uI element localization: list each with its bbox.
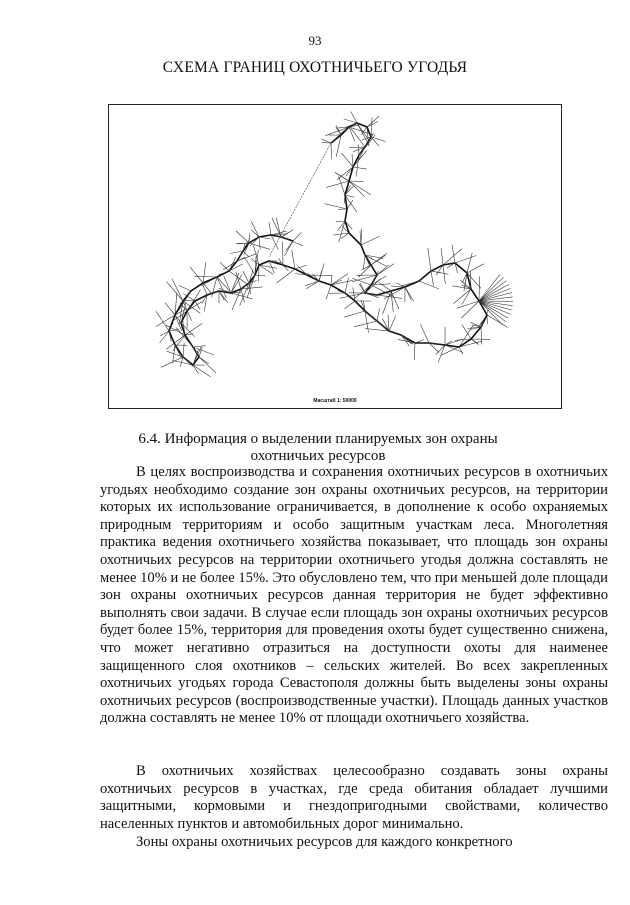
point-label-tick [405,287,414,301]
point-label-tick [344,311,365,317]
point-label-tick [354,285,371,299]
point-label-tick [443,265,445,284]
point-label-tick [419,281,439,289]
point-label-tick [455,256,476,264]
point-label-tick [326,181,349,187]
point-label-tick [431,271,434,286]
point-label-tick [349,181,364,182]
boundary-map-drawing [109,105,560,407]
point-label-tick [339,221,345,242]
point-label-tick [377,309,380,321]
point-label-tick [389,316,396,331]
section-heading: 6.4. Информация о выделении планируемых зон охраны охотничьих ресурсов [138,431,498,464]
point-label-tick [467,264,484,273]
hunting-ground-boundary [169,123,487,365]
point-label-tick [281,230,293,237]
point-label-tick [419,275,427,281]
point-label-tick [247,275,255,298]
point-label-tick [179,285,191,291]
point-label-tick [345,301,356,309]
point-label-tick [253,245,259,265]
point-label-tick [203,285,207,295]
point-label-tick [251,221,259,237]
point-label-tick [436,345,445,355]
paragraph-text: В охотничьих хозяйствах целесообразно создавать зоны охраны охотничьих ресурсов в участках, где среда обитания обладает лучшими защитными, кормовыми и гнездопригодными свойствами, количество населенных пунктов и автомобильных дорог минимально. [100,763,608,832]
point-label-tick [245,257,255,275]
point-label-tick [445,339,463,345]
point-label-tick [281,237,303,246]
point-label-tick [259,237,260,249]
point-label-tick [353,167,367,169]
point-label-tick [452,286,471,289]
point-label-tick [431,271,448,274]
paragraph-2 [100,763,608,833]
boundary-map [108,104,562,409]
point-label-tick [467,253,472,273]
point-label-tick [165,303,175,315]
point-label-tick [453,289,471,304]
point-label-tick [285,241,294,256]
point-label-tick [347,200,353,209]
point-label-tick [331,143,332,159]
point-label-tick [255,275,265,276]
point-label-tick [441,248,443,265]
point-label-tick [428,248,431,271]
point-label-tick [339,176,345,195]
point-label-tick [331,130,345,143]
point-label-tick [193,365,199,374]
point-label-tick [231,293,252,299]
point-label-tick [326,285,331,299]
point-label-tick [360,231,361,245]
point-label-tick [193,365,211,377]
point-label-tick [461,301,479,318]
boundary-line [169,123,487,365]
point-label-tick [259,237,271,239]
point-label-tick [336,221,345,222]
connector-line [269,143,331,257]
point-label-tick [414,343,415,360]
point-label-tick [459,347,463,354]
point-label-tick [292,250,295,269]
paragraph-text: Зоны охраны охотничьих ресурсов для каждого конкретного [136,834,513,850]
point-label-tick [452,245,455,263]
point-label-tick [156,311,169,331]
point-label-tick [365,311,377,321]
page-number: 93 [308,33,322,48]
point-label-tick [283,241,284,265]
point-label-tick [359,145,360,155]
point-label-tick [236,231,249,243]
point-label-tick [443,249,462,265]
point-label-tick [277,269,295,283]
point-label-tick [193,346,206,347]
point-label-tick [479,276,480,301]
point-label-tick [276,218,281,238]
paragraph-3 [100,834,608,852]
point-label-tick [349,127,355,141]
point-label-tick [203,262,206,283]
map-scale-label: Масштаб 1: 50000 [313,398,357,404]
point-label-tick [487,315,508,327]
point-label-tick [363,255,365,269]
point-label-tick [479,293,512,301]
point-label-tick [183,343,184,357]
point-label-tick [160,331,169,336]
point-label-tick [229,271,247,284]
point-label-tick [269,222,271,235]
point-label-tick [340,293,365,298]
point-label-tick [349,181,365,197]
point-label-tick [342,153,353,167]
point-label-tick [160,331,170,343]
point-label-tick [190,267,203,283]
point-label-tick [183,357,193,366]
point-label-tick [325,204,347,209]
point-label-tick [176,328,193,347]
point-label-tick [462,289,471,305]
point-label-tick [462,325,471,339]
point-label-tick [345,278,349,293]
page-title: СХЕМА ГРАНИЦ ОХОТНИЧЬЕГО УГОДЬЯ [162,59,468,76]
paragraph-1 [100,464,608,728]
point-label-tick [354,321,377,327]
point-label-tick [470,322,481,327]
point-label-tick [344,195,345,203]
point-label-tick [481,327,482,344]
point-label-tick [377,265,389,275]
point-label-tick [295,265,307,269]
point-label-tick [293,232,301,241]
point-label-tick [199,347,202,357]
point-label-tick [319,263,324,281]
point-label-tick [388,315,389,331]
paragraph-text: В целях воспроизводства и сохранения охотничьих ресурсов в охотничьих угодьях необходимо создание зон охраны охотничьих ресурсов, на территории которых их использование ограничивается, в дополнение к особо охраняемых природным территориям и особо защитным участкам леса. Многолетняя практика ведения охотничьего хозяйства показывает, что площадь зон охраны охотничьих ресурсов на территории охотничьего угодья должна составлять не менее 10% и не более 15%. Это обусловлено тем, что при меньшей доле площади зон охраны охотничьих ресурсов данная территория не будет эффективно выполнять свои задачи. В случае если площадь зон охраны охотничьих ресурсов будет более 15%, территория для проведения охоты будет существенно снижена, что может негативно отразиться на доступности охоты для наименее защищенного слоя охотников – сельских жителей. Во всех закрепленных охотничьих угодьях города Севастополя должны быть выделены зоны охраны охотничьих ресурсов (воспроизводственные участки). Площадь данных участков должна составлять не менее 10% от площади охотничьего хозяйства. [100,464,608,727]
point-label-tick [271,235,278,250]
point-label-tick [349,181,371,195]
point-label-tick [383,291,391,314]
point-label-tick [352,154,353,167]
point-label-tick [331,276,332,286]
point-label-tick [212,277,217,297]
boundary-point-labels [156,112,513,377]
point-label-tick [361,236,380,245]
point-label-tick [251,230,259,237]
